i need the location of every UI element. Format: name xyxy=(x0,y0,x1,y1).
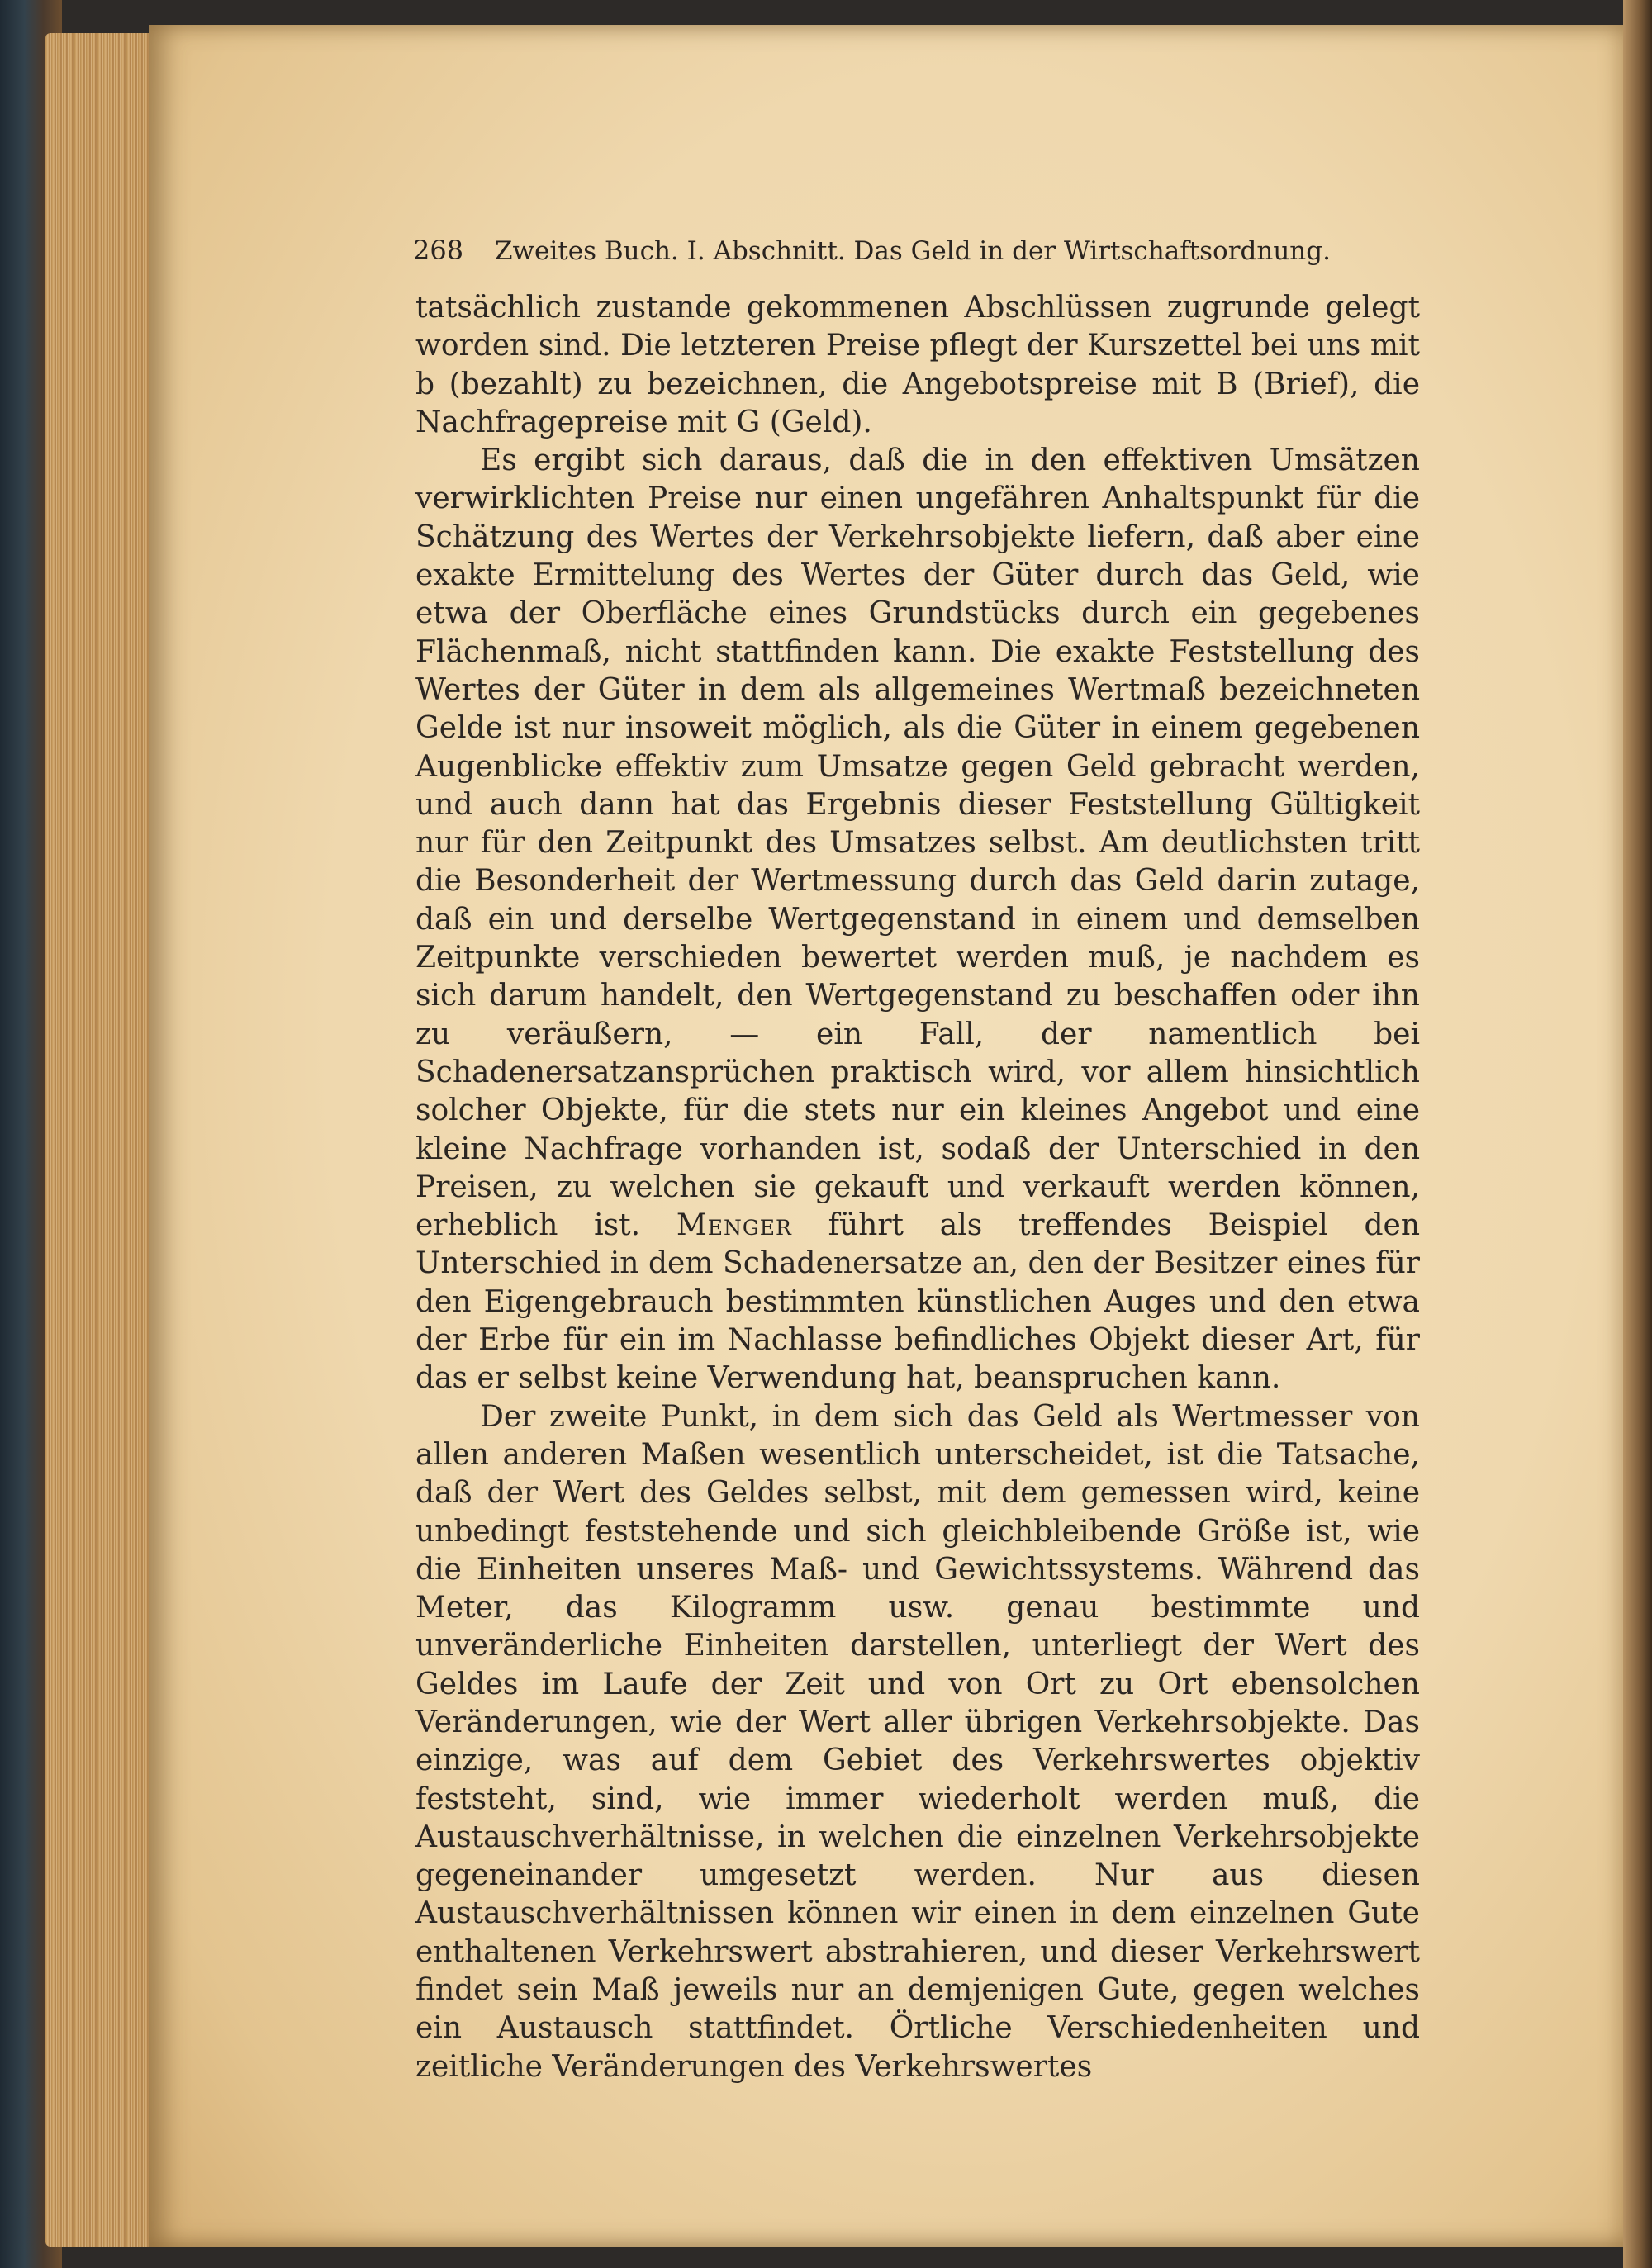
page-number: 268 xyxy=(413,235,464,266)
paragraph-2 xyxy=(415,442,1420,1397)
running-title: Zweites Buch. I. Abschnitt. Das Geld in der Wirtschaftsordnung. xyxy=(494,236,1331,266)
paragraph-3: Der zweite Punkt, in dem sich das Geld als Wertmesser von allen anderen Maßen wesentlich unterscheidet, ist die Tatsache, daß der Wert des Geldes selbst, mit dem gemessen wird, keine unbedingt feststehende und sich gleichbleibende Größe ist, wie die Einheiten unseres Maß- und Gewichtssystems. Während das Meter, das Kilogramm usw. genau bestimmte und unveränderliche Einheiten darstellen, unterliegt der Wert des Geldes im Laufe der Zeit und von Ort zu Ort ebensolchen Veränderungen, wie der Wert aller übrigen Verkehrsobjekte. Das einzige, was auf dem Gebiet des Verkehrswertes objektiv feststeht, sind, wie immer wiederholt werden muß, die Austauschverhältnisse, in welchen die einzelnen Verkehrsobjekte gegeneinander umgesetzt werden. Nur aus diesen Austauschverhältnissen können wir einen in dem einzelnen Gute enthaltenen Verkehrswert abstrahieren, und dieser Verkehrswert findet sein Maß jeweils nur an demjenigen Gute, gegen welches ein Austausch stattfindet. Örtliche Verschiedenheiten und zeitliche Veränderungen des Verkehrswertes xyxy=(415,1399,1420,2084)
body-text xyxy=(415,289,1420,2086)
author-name-menger: Menger xyxy=(676,1208,792,1243)
right-page-edge xyxy=(1623,0,1652,2268)
paragraph-2-text-before: Es ergibt sich daraus, daß die in den effektiven Umsätzen verwirklichten Preise nur einen ungefähren Anhaltspunkt für die Schätzung des Wertes der Verkehrsobjekte liefern, daß aber eine exakte Ermittelung des Wertes der Güter durch das Geld, wie etwa der Oberfläche eines Grundstücks durch ein gegebenes Flächenmaß, nicht stattfinden kann. Die exakte Feststellung des Wertes der Güter in dem als allgemeines Wertmaß bezeichneten Gelde ist nur insoweit möglich, als die Güter in einem gegebenen Augenblicke effektiv zum Umsatze gegen Geld gebracht werden, und auch dann hat das Ergebnis dieser Feststellung Gültigkeit nur für den Zeitpunkt des Umsatzes selbst. Am deutlichsten tritt die Besonderheit der Wertmessung durch das Geld darin zutage, daß ein und derselbe Wertgegenstand in einem und demselben Zeitpunkte verschieden bewertet werden muß, je nachdem es sich darum handelt, den Wertgegenstand zu beschaffen oder ihn zu veräußern, — ein Fall, der namentlich bei Schadenersatzansprüchen praktisch wird, vor allem hinsichtlich solcher Objekte, für die stets nur ein kleines Angebot und eine kleine Nachfrage vorhanden ist, sodaß der Unterschied in den Preisen, zu welchen sie gekauft und verkauft werden können, erheblich ist. xyxy=(415,444,1420,1243)
running-header xyxy=(413,235,1346,266)
paragraph-1: tatsächlich zustande gekommenen Abschlüssen zugrunde gelegt worden sind. Die letzteren Preise pflegt der Kurszettel bei uns mit b (bezahlt) zu bezeichnen, die Angebotspreise mit B (Brief), die Nachfragepreise mit G (Geld). xyxy=(415,291,1420,439)
paragraph-2-text-after: führt als treffendes Beispiel den Unterschied in dem Schadenersatze an, den der Besitzer eines für den Eigengebrauch bestimmten künstlichen Auges und den etwa der Erbe für ein im Nachlasse befindliches Objekt dieser Art, für das er selbst keine Verwendung hat, beanspruchen kann. xyxy=(415,1208,1420,1396)
